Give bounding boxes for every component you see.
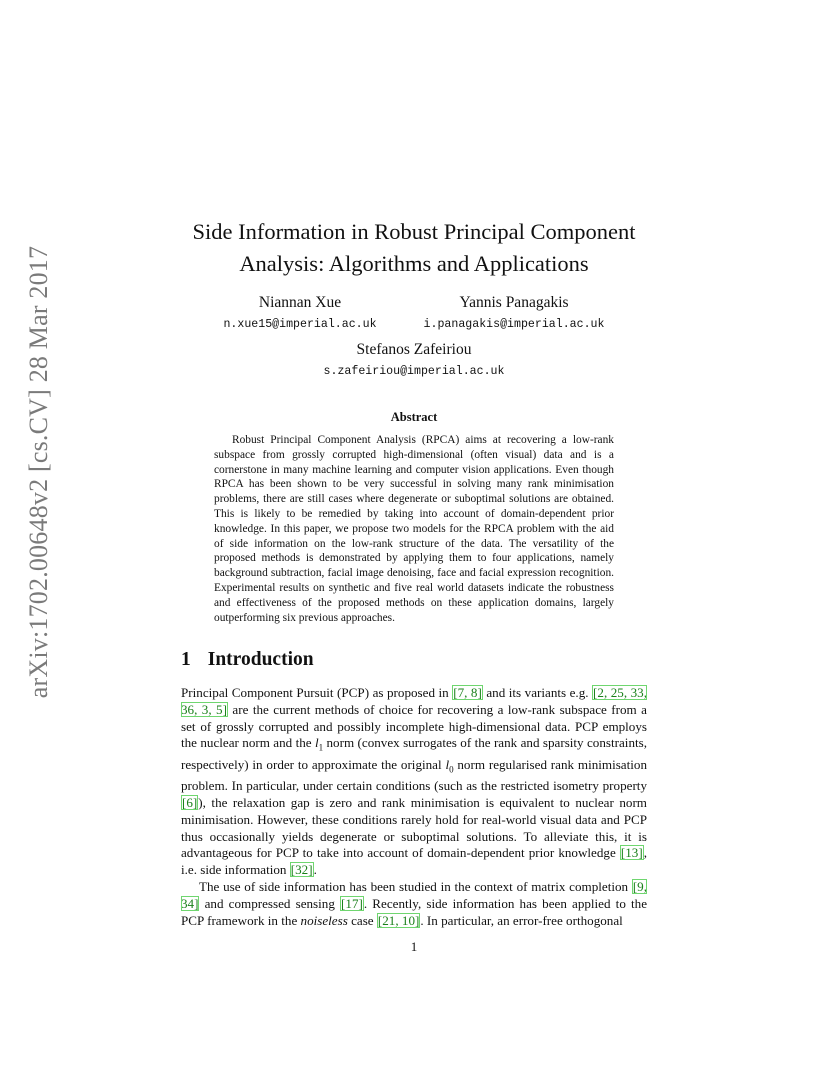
author-block-1 <box>200 293 400 333</box>
citation-link[interactable]: [13] <box>620 845 643 861</box>
author-name: Stefanos Zafeiriou <box>356 341 472 358</box>
abstract-text: Robust Principal Component Analysis (RPCA) aims at recovering a low-rank subspace from grossly corrupted high-dimensional (often visual) data and is a cornerstone in many machine learning and computer vision applications. Even though RPCA has been shown to be very successful in solving many rank minimisation problems, there are still cases where degenerate or suboptimal solutions are obtained. This is likely to be remedied by taking into account of domain-dependent prior knowledge. In this paper, we propose two models for the RPCA problem with the aid of side information on the low-rank structure of the data. The versatility of the proposed methods is demonstrated by applying them to four applications, namely background subtraction, facial image denoising, face and facial expression recognition. Experimental results on synthetic and five real world datasets indicate the robustness and effectiveness of the proposed methods on these application domains, largely outperforming six previous approaches. <box>214 434 614 624</box>
emphasis-noiseless: noiseless <box>300 912 348 928</box>
citation-link[interactable]: [21, 10] <box>377 912 420 928</box>
section-heading <box>181 649 314 671</box>
title-line-1: Side Information in Robust Principal Component <box>192 219 636 244</box>
citation-link[interactable]: [17] <box>341 895 363 911</box>
author-email: n.xue15@imperial.ac.uk <box>223 318 377 331</box>
arxiv-identifier-text: arXiv:1702.00648v2 [cs.CV] 28 Mar 2017 <box>24 245 53 699</box>
math-symbol: l <box>445 756 450 772</box>
page-number: 1 <box>410 939 418 954</box>
text-run: , i.e. side information <box>181 845 647 878</box>
section-number: 1 <box>181 649 191 670</box>
citation-link[interactable]: [32] <box>290 862 313 878</box>
text-run: are the current methods of choice for recovering a low-rank subspace from a set of grossly corrupted and possibly incomplete high-dimensional data. PCP employs the nuclear norm and the <box>181 701 647 751</box>
citation-link[interactable]: [6] <box>182 795 198 810</box>
author-email: s.zafeiriou@imperial.ac.uk <box>323 365 505 378</box>
abstract-body <box>214 433 614 625</box>
math-l0 <box>445 756 454 775</box>
text-run: and compressed sensing <box>199 895 341 911</box>
author-block-3 <box>300 340 528 380</box>
text-run: . Recently, side information has been applied to the PCP framework in the <box>181 895 647 928</box>
citation-link[interactable]: [9, 34] <box>181 878 647 911</box>
text-run: norm regularised rank minimisation problem. In particular, under certain conditions (such as the restricted isometry property <box>181 756 647 794</box>
text-run: . <box>313 862 317 878</box>
author-block-2 <box>400 293 628 333</box>
author-email: i.panagakis@imperial.ac.uk <box>423 318 605 331</box>
citation-link[interactable]: [7, 8] <box>453 685 482 700</box>
text-run: Principal Component Pursuit (PCP) as proposed in <box>181 685 453 700</box>
text-run: and its variants e.g. <box>482 685 593 700</box>
citation-link[interactable]: [2, 25, 33, 36, 3, 5] <box>181 685 647 717</box>
section-title-text: Introduction <box>207 649 314 670</box>
abstract-heading: Abstract <box>390 410 438 424</box>
paragraph-1 <box>181 685 647 879</box>
text-run: case <box>347 912 377 928</box>
math-l1 <box>314 735 324 753</box>
introduction-body <box>181 685 647 929</box>
math-subscript: 0 <box>449 764 454 775</box>
text-run: norm (convex surrogates of the rank and sparsity constraints, respectively) in order to approximate the original <box>181 735 647 772</box>
arxiv-identifier-stamp <box>24 245 54 699</box>
text-run: ), the relaxation gap is zero and rank minimisation is equivalent to nuclear norm minimisation. However, these conditions rarely hold for real-world visual data and PCP thus occasionally yields degenerate or suboptimal solutions. To alleviate this, it is advantageous for PCP to take into account of domain-dependent prior knowledge <box>181 795 647 861</box>
author-name: Yannis Panagakis <box>459 294 569 311</box>
math-symbol: l <box>314 735 319 751</box>
text-run: . In particular, an error-free orthogonal <box>420 912 623 928</box>
title-line-2: Analysis: Algorithms and Applications <box>239 251 589 276</box>
text-run: The use of side information has been studied in the context of matrix completion <box>199 878 632 894</box>
math-subscript: 1 <box>318 743 324 753</box>
paper-title <box>160 216 668 280</box>
author-name: Niannan Xue <box>258 294 342 311</box>
paragraph-2 <box>181 879 647 929</box>
